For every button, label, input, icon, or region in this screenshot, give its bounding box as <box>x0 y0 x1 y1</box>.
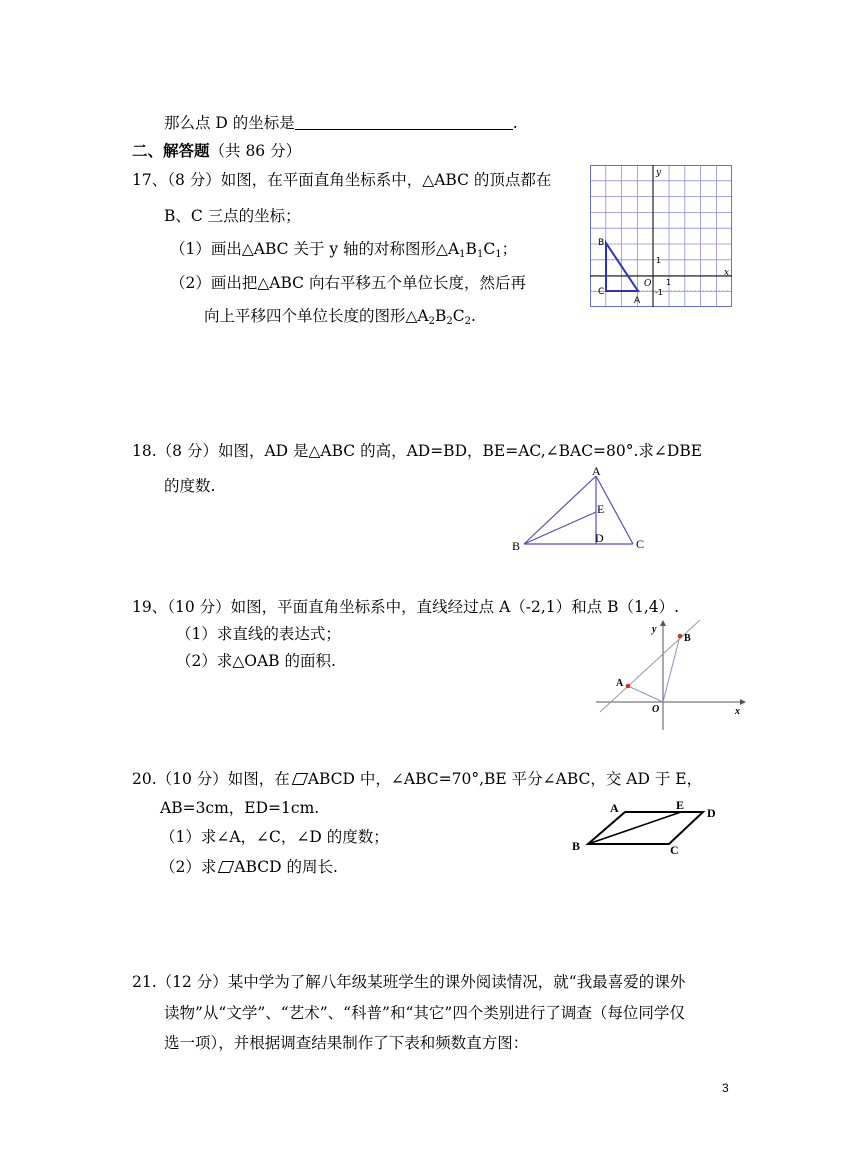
q20-stem-post: ABCD 中，∠ABC=70°,BE 平分∠ABC，交 AD 于 E， <box>307 770 703 788</box>
x-label: x <box>735 706 740 717</box>
q16-end: . <box>512 114 518 132</box>
q18-line1 <box>132 441 702 461</box>
q20-part1: （1）求∠A，∠C，∠D 的度数； <box>160 828 389 846</box>
q20-part2 <box>160 857 338 877</box>
sub: 1 <box>495 249 502 260</box>
q19-graph-figure <box>596 618 746 730</box>
q17-line2: B、C 三点的坐标； <box>164 207 301 225</box>
q18-triangle-figure <box>506 466 652 554</box>
q20-parallelogram-figure <box>568 796 728 856</box>
q17-part1-c: C <box>483 240 496 258</box>
x-label: x <box>724 268 730 278</box>
label-a: A <box>592 466 601 478</box>
q17-line1 <box>132 170 551 190</box>
origin-label: O <box>644 279 652 289</box>
q21-line3: 选一项），并根据调查结果制作了下表和频数直方图： <box>164 1034 529 1052</box>
sub: 2 <box>464 316 472 327</box>
parallelogram-abcd <box>588 812 703 844</box>
q17-part1 <box>170 239 517 259</box>
q19-stem: （10 分）如图，平面直角坐标系中，直线经过点 A（-2,1）和点 B（1,4）. <box>167 598 680 616</box>
q21-line1 <box>132 972 685 992</box>
sub: 2 <box>446 316 453 327</box>
q20-line2: AB=3cm，ED=1cm. <box>160 799 320 817</box>
label-e: E <box>597 502 605 516</box>
label-a: A <box>610 801 619 815</box>
label-b: B <box>512 539 521 553</box>
sub: 1 <box>459 249 466 260</box>
y-label: y <box>656 168 662 178</box>
q17-part2-line2 <box>204 306 476 326</box>
answer-blank <box>295 115 513 130</box>
tick-neg-one: -1 <box>655 288 663 297</box>
label-b: B <box>684 633 691 644</box>
parallelogram-symbol <box>218 861 234 873</box>
section-title: 二、解答题 <box>132 141 210 160</box>
page-number: 3 <box>722 1081 729 1095</box>
origin-label: O <box>652 704 660 715</box>
q20-stem-pre: （10 分）如图，在 <box>156 770 290 788</box>
q18-line2: 的度数. <box>164 477 216 495</box>
q17-part2-c: C <box>452 307 465 325</box>
sub: 1 <box>476 249 484 260</box>
q17-stem: （8 分）如图，在平面直角坐标系中，△ABC 的顶点都在 <box>167 171 552 189</box>
q17-part1-end: ； <box>501 240 518 258</box>
tick-one-y: 1 <box>656 256 662 265</box>
segment-be <box>588 812 681 844</box>
q21-line2: 读物”从“文学”、“艺术”、“科普”和“其它”四个类别进行了调查（每位同学仅 <box>164 1004 685 1022</box>
vertex-a: A <box>634 296 641 306</box>
q19-part1: （1）求直线的表达式； <box>176 625 341 643</box>
q16-tail <box>164 113 518 133</box>
q17-part2-pre: 向上平移四个单位长度的图形△A <box>204 307 429 325</box>
q21-stem: （12 分）某中学为了解八年级某班学生的课外阅读情况，就“我最喜爱的课外 <box>156 973 686 991</box>
q19-line1 <box>132 597 679 617</box>
section-points: （共 86 分） <box>209 142 302 160</box>
point-a <box>626 684 631 689</box>
q17-part2-end: . <box>471 307 476 325</box>
q19-number: 19、 <box>132 598 168 616</box>
label-b: B <box>572 839 581 853</box>
q17-grid-figure <box>590 165 732 307</box>
label-a: A <box>616 678 624 689</box>
label-e: E <box>676 798 685 812</box>
q16-text: 那么点 D 的坐标是 <box>164 114 295 132</box>
label-c: C <box>670 843 679 856</box>
q19-part2: （2）求△OAB 的面积. <box>176 652 336 670</box>
q17-number: 17、 <box>132 171 168 189</box>
label-c: C <box>636 537 645 551</box>
q20-line1 <box>132 769 702 789</box>
q18-number: 18. <box>132 442 157 460</box>
q17-part2-line1: （2）画出把△ABC 向右平移五个单位长度，然后再 <box>170 274 526 292</box>
label-d: D <box>707 806 716 820</box>
q20-number: 20. <box>132 770 157 788</box>
parallelogram-symbol <box>292 773 308 785</box>
q17-part1-b: B <box>465 240 477 258</box>
label-d: D <box>595 531 604 545</box>
vertex-c: C <box>598 287 605 297</box>
q17-part1-pre: （1）画出△ABC 关于 y 轴的对称图形△A <box>170 240 460 258</box>
q20-part2-pre: （2）求 <box>160 858 217 876</box>
q20-part2-post: ABCD 的周长. <box>234 858 338 876</box>
q18-stem: （8 分）如图，AD 是△ABC 的高，AD=BD，BE=AC,∠BAC=80°.求∠DBE <box>156 442 703 460</box>
sub: 2 <box>428 316 435 327</box>
point-b <box>678 634 683 639</box>
q17-part2-b: B <box>435 307 447 325</box>
section-heading <box>132 141 301 161</box>
vertex-b: B <box>598 238 605 248</box>
tick-one-x: 1 <box>666 278 672 287</box>
y-label: y <box>652 624 657 635</box>
q21-number: 21. <box>132 973 157 991</box>
